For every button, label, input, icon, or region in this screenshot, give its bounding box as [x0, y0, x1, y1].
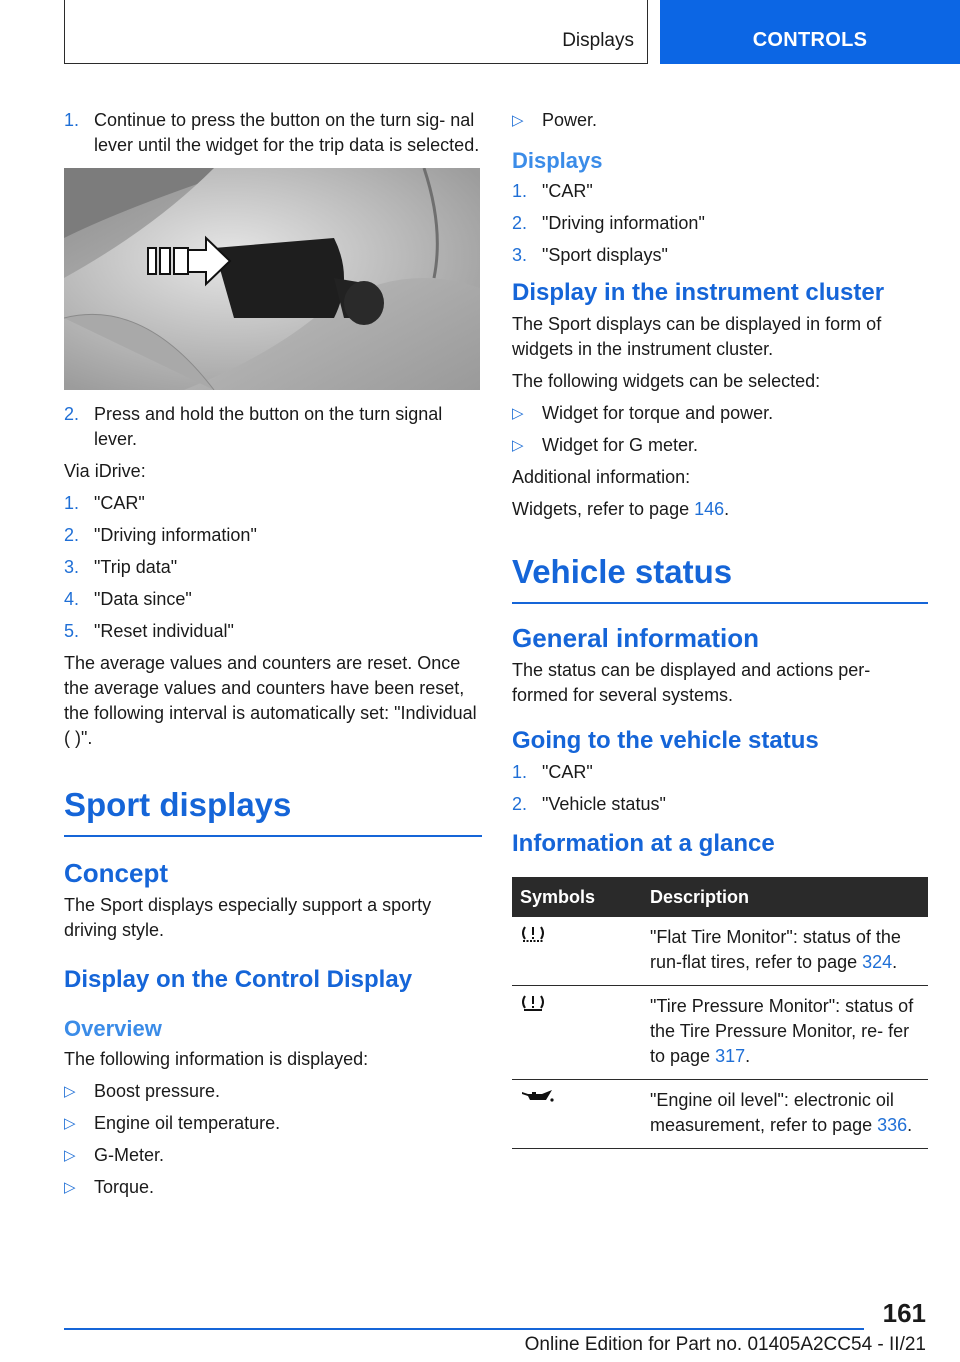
turn-signal-lever-photo	[64, 168, 480, 390]
item-text: Power.	[542, 110, 598, 130]
triangle-bullet-icon: ▷	[64, 1147, 76, 1164]
step-number: 3.	[512, 245, 528, 265]
item-text: Boost pressure.	[94, 1081, 221, 1101]
information-glance-heading: Information at a glance	[512, 830, 775, 857]
table-row	[512, 986, 928, 1080]
step-number: 2.	[64, 404, 80, 424]
step-number: 2.	[64, 525, 80, 545]
right-column	[512, 108, 928, 1149]
general-information-heading: General information	[512, 623, 760, 653]
step-number: 1.	[512, 762, 528, 782]
item-text: G-Meter.	[94, 1145, 165, 1165]
list-item	[64, 619, 482, 644]
sport-displays-heading: Sport displays	[64, 785, 482, 837]
column-header-symbols: Symbols	[512, 877, 642, 917]
triangle-bullet-icon: ▷	[64, 1179, 76, 1196]
list-item	[512, 108, 928, 133]
list-item	[512, 401, 928, 426]
page-link[interactable]: 317	[715, 1046, 746, 1066]
step-number: 1.	[64, 493, 80, 513]
symbol-cell	[512, 986, 642, 1080]
via-idrive-label: Via iDrive:	[64, 461, 146, 481]
list-item	[64, 491, 482, 516]
step-number: 2.	[512, 213, 528, 233]
page-link[interactable]: 336	[877, 1115, 908, 1135]
widgets-reference: Widgets, refer to page 146.	[512, 499, 730, 519]
list-item	[64, 402, 482, 452]
footer-edition: Online Edition for Part no. 01405A2CC54 - II/21	[524, 1334, 926, 1355]
list-item	[64, 1143, 482, 1168]
list-item	[64, 1111, 482, 1136]
step-text: "Reset individual"	[94, 621, 234, 641]
list-item	[64, 555, 482, 580]
header-chapter-label: CONTROLS	[752, 29, 868, 51]
step-text: "Driving information"	[542, 213, 705, 233]
page-number: 161	[882, 1298, 926, 1328]
idrive-steps-list	[64, 491, 482, 644]
step-text: "Driving information"	[94, 525, 257, 545]
list-item	[64, 587, 482, 612]
list-item	[64, 1079, 482, 1104]
going-to-status-heading: Going to the vehicle status	[512, 727, 819, 754]
step-text: "Sport displays"	[542, 245, 668, 265]
item-text: Widget for G meter.	[542, 435, 699, 455]
displays-heading: Displays	[512, 148, 603, 173]
step-text: "CAR"	[94, 493, 145, 513]
overview-paragraph: The following information is displayed:	[64, 1049, 369, 1069]
list-item	[512, 243, 928, 268]
page-link[interactable]: 146	[694, 499, 725, 519]
widgets-intro: The following widgets can be selected:	[512, 371, 821, 391]
step-text: "CAR"	[542, 181, 593, 201]
list-item	[512, 760, 928, 785]
page-link[interactable]: 324	[862, 952, 893, 972]
instrument-cluster-heading: Display in the instrument cluster	[512, 279, 885, 306]
displays-steps-list	[512, 179, 928, 268]
concept-paragraph: The Sport displays especially support a sporty driving style.	[64, 895, 432, 940]
triangle-bullet-icon: ▷	[512, 437, 524, 454]
step-number: 3.	[64, 557, 80, 577]
list-item	[64, 523, 482, 548]
column-header-description: Description	[642, 877, 928, 917]
item-text: Engine oil temperature.	[94, 1113, 281, 1133]
table-header-row	[512, 877, 928, 917]
symbol-cell	[512, 917, 642, 986]
list-item	[512, 179, 928, 204]
header-section-title: Displays	[562, 30, 634, 51]
overview-heading: Overview	[64, 1016, 162, 1041]
symbols-table	[512, 877, 928, 1149]
item-text: Widget for torque and power.	[542, 403, 774, 423]
reference-text: Widgets, refer to page	[512, 499, 695, 519]
cluster-paragraph: The Sport displays can be displayed in form of widgets in the instrument cluster.	[512, 314, 882, 359]
trip-steps-list	[64, 108, 482, 158]
step-text: "Vehicle status"	[542, 794, 666, 814]
general-paragraph: The status can be displayed and actions per‐ formed for several systems.	[512, 660, 871, 705]
symbol-cell	[512, 1080, 642, 1149]
vehicle-status-heading: Vehicle status	[512, 552, 928, 604]
step-number: 1.	[64, 110, 80, 130]
tire-pressure-warning-icon	[520, 994, 546, 1012]
flat-tire-warning-icon	[520, 925, 546, 943]
step-text: "Data since"	[94, 589, 192, 609]
item-text: Torque.	[94, 1177, 155, 1197]
table-row	[512, 917, 928, 986]
overview-list	[64, 1079, 482, 1200]
list-item	[64, 108, 482, 158]
triangle-bullet-icon: ▷	[512, 112, 524, 129]
oil-can-icon	[520, 1088, 556, 1106]
left-column	[64, 108, 482, 1207]
header-frame	[64, 0, 648, 64]
list-item	[512, 211, 928, 236]
widgets-list	[512, 401, 928, 458]
list-item	[512, 433, 928, 458]
description-cell: "Tire Pressure Monitor": status of the Tire Pressure Monitor, re‐ fer to page 317.	[642, 986, 928, 1080]
step-text: "Trip data"	[94, 557, 178, 577]
description-cell: "Engine oil level": electronic oil measurement, refer to page 336.	[642, 1080, 928, 1149]
description-text: "Flat Tire Monitor": status of the run-flat tires, refer to page	[650, 927, 901, 972]
reset-paragraph: The average values and counters are reset. Once the average values and counters have been reset, the following interval is automatically set: "Individual ( )".	[64, 653, 477, 748]
step-number: 5.	[64, 621, 80, 641]
control-display-heading: Display on the Control Display	[64, 966, 413, 993]
overview-list-continued	[512, 108, 928, 133]
step-text: Continue to press the button on the turn sig‐ nal lever until the widget for the trip data is selected.	[94, 110, 480, 155]
step-number: 4.	[64, 589, 80, 609]
step-number: 1.	[512, 181, 528, 201]
table-row	[512, 1080, 928, 1149]
going-steps-list	[512, 760, 928, 817]
step-text: "CAR"	[542, 762, 593, 782]
footer-divider	[64, 1328, 864, 1330]
header-chapter-tab[interactable]	[660, 0, 960, 64]
additional-info-label: Additional information:	[512, 467, 691, 487]
triangle-bullet-icon: ▷	[512, 405, 524, 422]
list-item	[512, 792, 928, 817]
concept-heading: Concept	[64, 858, 168, 888]
description-cell: "Flat Tire Monitor": status of the run-flat tires, refer to page 324.	[642, 917, 928, 986]
list-item	[64, 1175, 482, 1200]
description-text: "Tire Pressure Monitor": status of the Tire Pressure Monitor, re‐ fer to page	[650, 996, 914, 1066]
step-text: Press and hold the button on the turn signal lever.	[94, 404, 443, 449]
triangle-bullet-icon: ▷	[64, 1083, 76, 1100]
description-text: "Engine oil level": electronic oil measurement, refer to page	[650, 1090, 894, 1135]
trip-steps-list-continued	[64, 402, 482, 452]
step-number: 2.	[512, 794, 528, 814]
triangle-bullet-icon: ▷	[64, 1115, 76, 1132]
